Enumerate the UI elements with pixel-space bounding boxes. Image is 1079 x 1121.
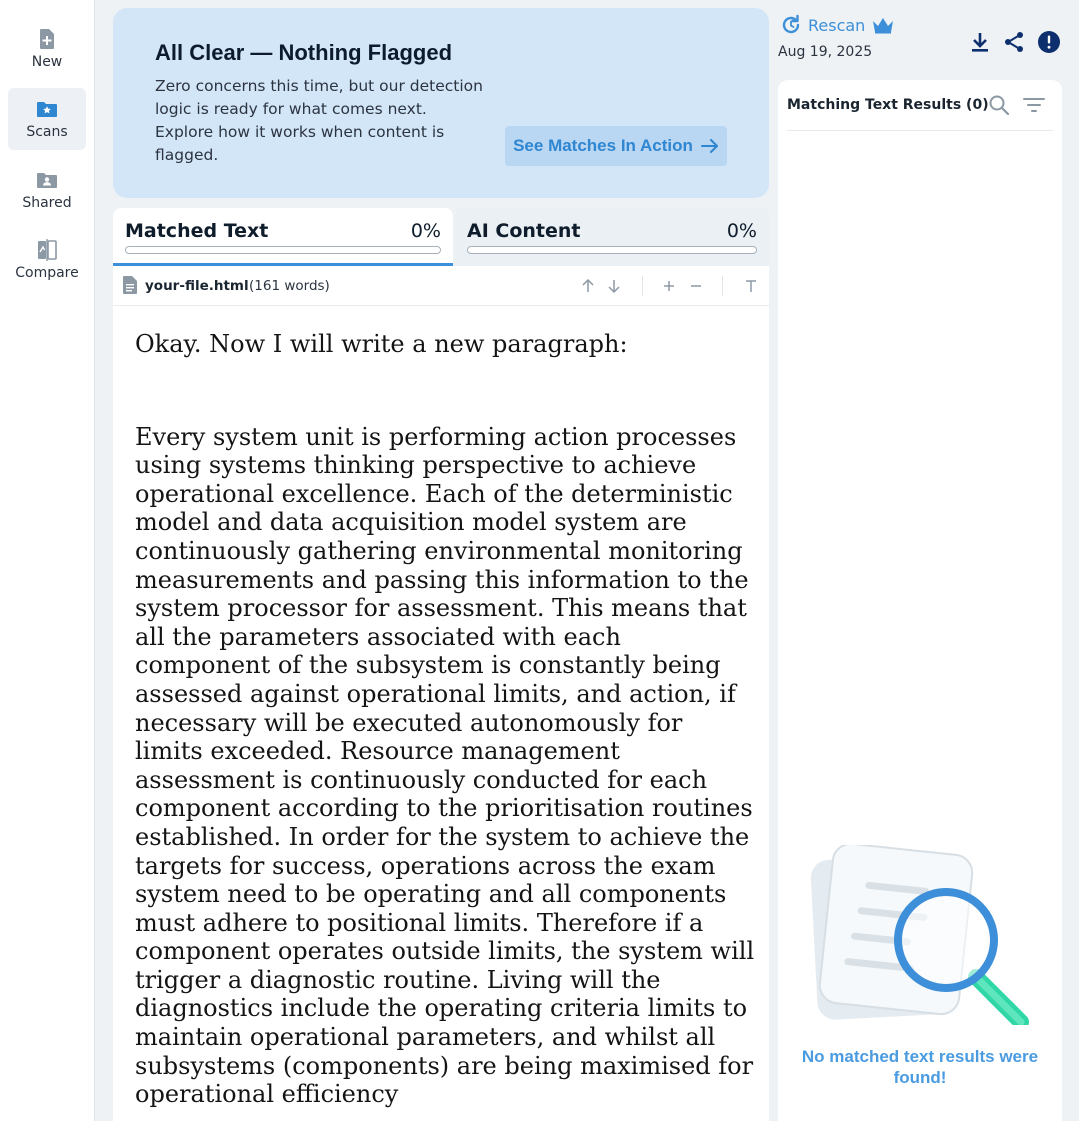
document-viewer [113, 266, 769, 1121]
results-divider [787, 130, 1053, 131]
arrow-up-icon[interactable] [580, 278, 596, 294]
sidebar-item-new[interactable] [8, 18, 86, 80]
tab-percent: 0% [410, 220, 441, 242]
document-word-count: (161 words) [249, 278, 330, 294]
sidebar-item-label: Shared [22, 195, 72, 211]
sidebar-item-label: New [31, 54, 63, 70]
magnifier-document-illustration [806, 845, 1036, 1025]
text-format-icon[interactable] [743, 278, 759, 294]
toolbar-divider [722, 276, 723, 296]
tab-ai-content[interactable] [455, 208, 769, 266]
zoom-out-icon[interactable] [688, 278, 704, 294]
refresh-icon [780, 14, 802, 36]
arrow-down-icon[interactable] [606, 278, 622, 294]
results-title: Matching Text Results (0) [787, 97, 989, 113]
ai-content-progress-bar [467, 246, 757, 254]
rescan-label: Rescan [808, 15, 866, 35]
document-paragraph: Okay. Now I will write a new paragraph: [135, 330, 628, 358]
crown-icon [871, 16, 895, 34]
tab-percent: 0% [726, 220, 757, 242]
sidebar-item-scans[interactable] [8, 88, 86, 150]
search-icon[interactable] [988, 94, 1010, 116]
tab-label: AI Content [467, 220, 581, 242]
compare-icon [36, 239, 58, 261]
filter-icon[interactable] [1023, 96, 1045, 114]
rescan-button[interactable] [780, 14, 895, 36]
document-icon [123, 276, 137, 294]
scan-date: Aug 19, 2025 [778, 44, 873, 60]
no-results-message: No matched text results were found! [801, 1047, 1039, 1087]
document-filename: your-file.html [145, 278, 249, 294]
sidebar-item-label: Scans [26, 124, 68, 140]
sidebar-item-compare[interactable] [8, 229, 86, 291]
see-matches-button-label: See Matches In Action [513, 136, 693, 155]
folder-user-icon [36, 169, 58, 191]
matched-text-progress-bar [125, 246, 441, 254]
document-text [135, 330, 755, 1109]
matching-results-card [778, 80, 1062, 1121]
results-panel [778, 0, 1079, 1121]
banner-description: Zero concerns this time, but our detection logic is ready for what comes next. Explore how it works when content is flagged. [155, 77, 483, 164]
info-alert-icon[interactable] [1037, 30, 1061, 54]
file-plus-icon [36, 28, 58, 50]
banner-title: All Clear — Nothing Flagged [155, 40, 453, 65]
zoom-in-icon[interactable] [661, 278, 677, 294]
folder-star-icon [36, 98, 58, 120]
main-content [113, 8, 769, 1121]
toolbar-divider [642, 276, 643, 296]
see-matches-button[interactable] [505, 126, 727, 166]
all-clear-banner [113, 8, 769, 198]
tab-label: Matched Text [125, 220, 269, 242]
download-icon[interactable] [968, 30, 992, 54]
tab-matched-text[interactable] [113, 208, 453, 266]
document-toolbar [113, 266, 769, 306]
share-icon[interactable] [1002, 30, 1026, 54]
sidebar-item-label: Compare [15, 265, 79, 281]
document-paragraph: Every system unit is performing action processes using systems thinking perspective to achieve operational excellence. Each of the deterministic model and data acquisition model system are continuously gathering environmental monitoring measurements and passing this information to the system processor for assessment. This means that all the parameters associated with each component of the subsystem is constantly being assessed against operational limits, and action, if necessary will be executed autonomously for limits exceeded. Resource management assessment is continuously conducted for each component according to the prioritisation routines established. In order for the system to achieve the targets for success, operations across the exam system need to be operating and all components must adhere to positional limits. Therefore if a component operates outside limits, the system will trigger a diagnostic routine. Living will the diagnostics include the operating criteria limits to maintain operational parameters, and whilst all subsystems (components) are being maximised for operational efficiency [135, 422, 755, 1109]
sidebar [0, 0, 95, 1121]
result-tabs [113, 208, 769, 266]
arrow-right-icon [701, 139, 719, 153]
sidebar-item-shared[interactable] [8, 159, 86, 221]
